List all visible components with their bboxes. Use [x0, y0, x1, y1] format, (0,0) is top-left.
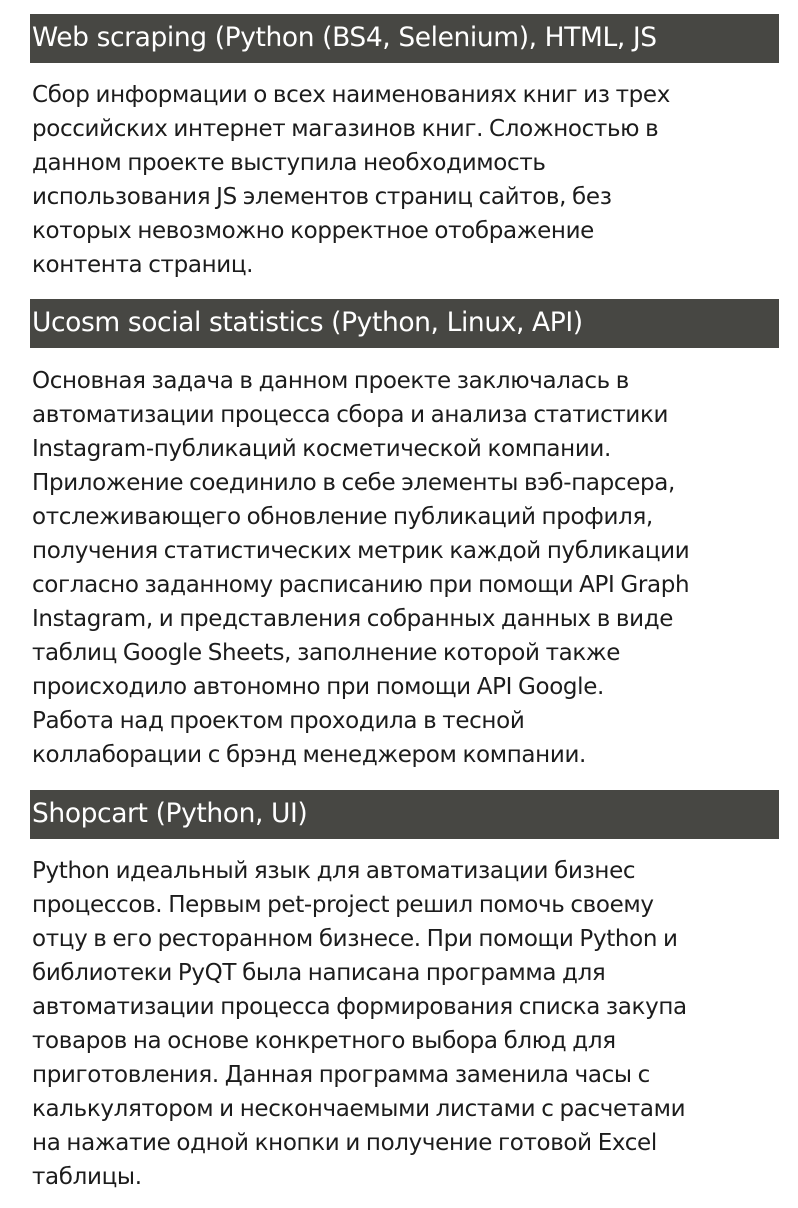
section-title: Ucosm social statistics (Python, Linux, API): [30, 299, 779, 348]
section-description: Сбор информации о всех наименованиях книг из трех российских интернет магазинов книг. Сложностью в данном проекте выступила необходимость использования JS элементов страниц сайтов, без которых невозможно корректное отображение контента страниц.: [32, 82, 670, 278]
project-section-shopcart: [30, 790, 779, 1194]
section-title: Shopcart (Python, UI): [30, 790, 779, 839]
project-section-ucosm-social-statistics: [30, 299, 779, 772]
section-description: Основная задача в данном проекте заключалась в автоматизации процесса сбора и анализа статистики Instagram-публикаций косметической компании. Приложение соединило в себе элементы вэб-парсера, отслеживающего обновление публикаций профиля, получения статистических метрик каждой публикации согласно заданному расписанию при помощи API Graph Instagram, и представления собранных данных в виде таблиц Google Sheets, заполнение которой также происходило автономно при помощи API Google. Работа над проектом проходила в тесной коллаборации с брэнд менеджером компании.: [32, 368, 690, 768]
section-description: Python идеальный язык для автоматизации бизнес процессов. Первым pet-project решил помочь своему отцу в его ресторанном бизнесе. При помощи Python и библиотеки PyQT была написана программа для автоматизации процесса формирования списка закупа товаров на основе конкретного выбора блюд для приготовления. Данная программа заменила часы с калькулятором и нескончаемыми листами с расчетами на нажатие одной кнопки и получение готовой Excel таблицы.: [32, 858, 687, 1190]
section-title: Web scraping (Python (BS4, Selenium), HTML, JS: [30, 14, 779, 63]
project-section-web-scraping: [30, 14, 779, 282]
